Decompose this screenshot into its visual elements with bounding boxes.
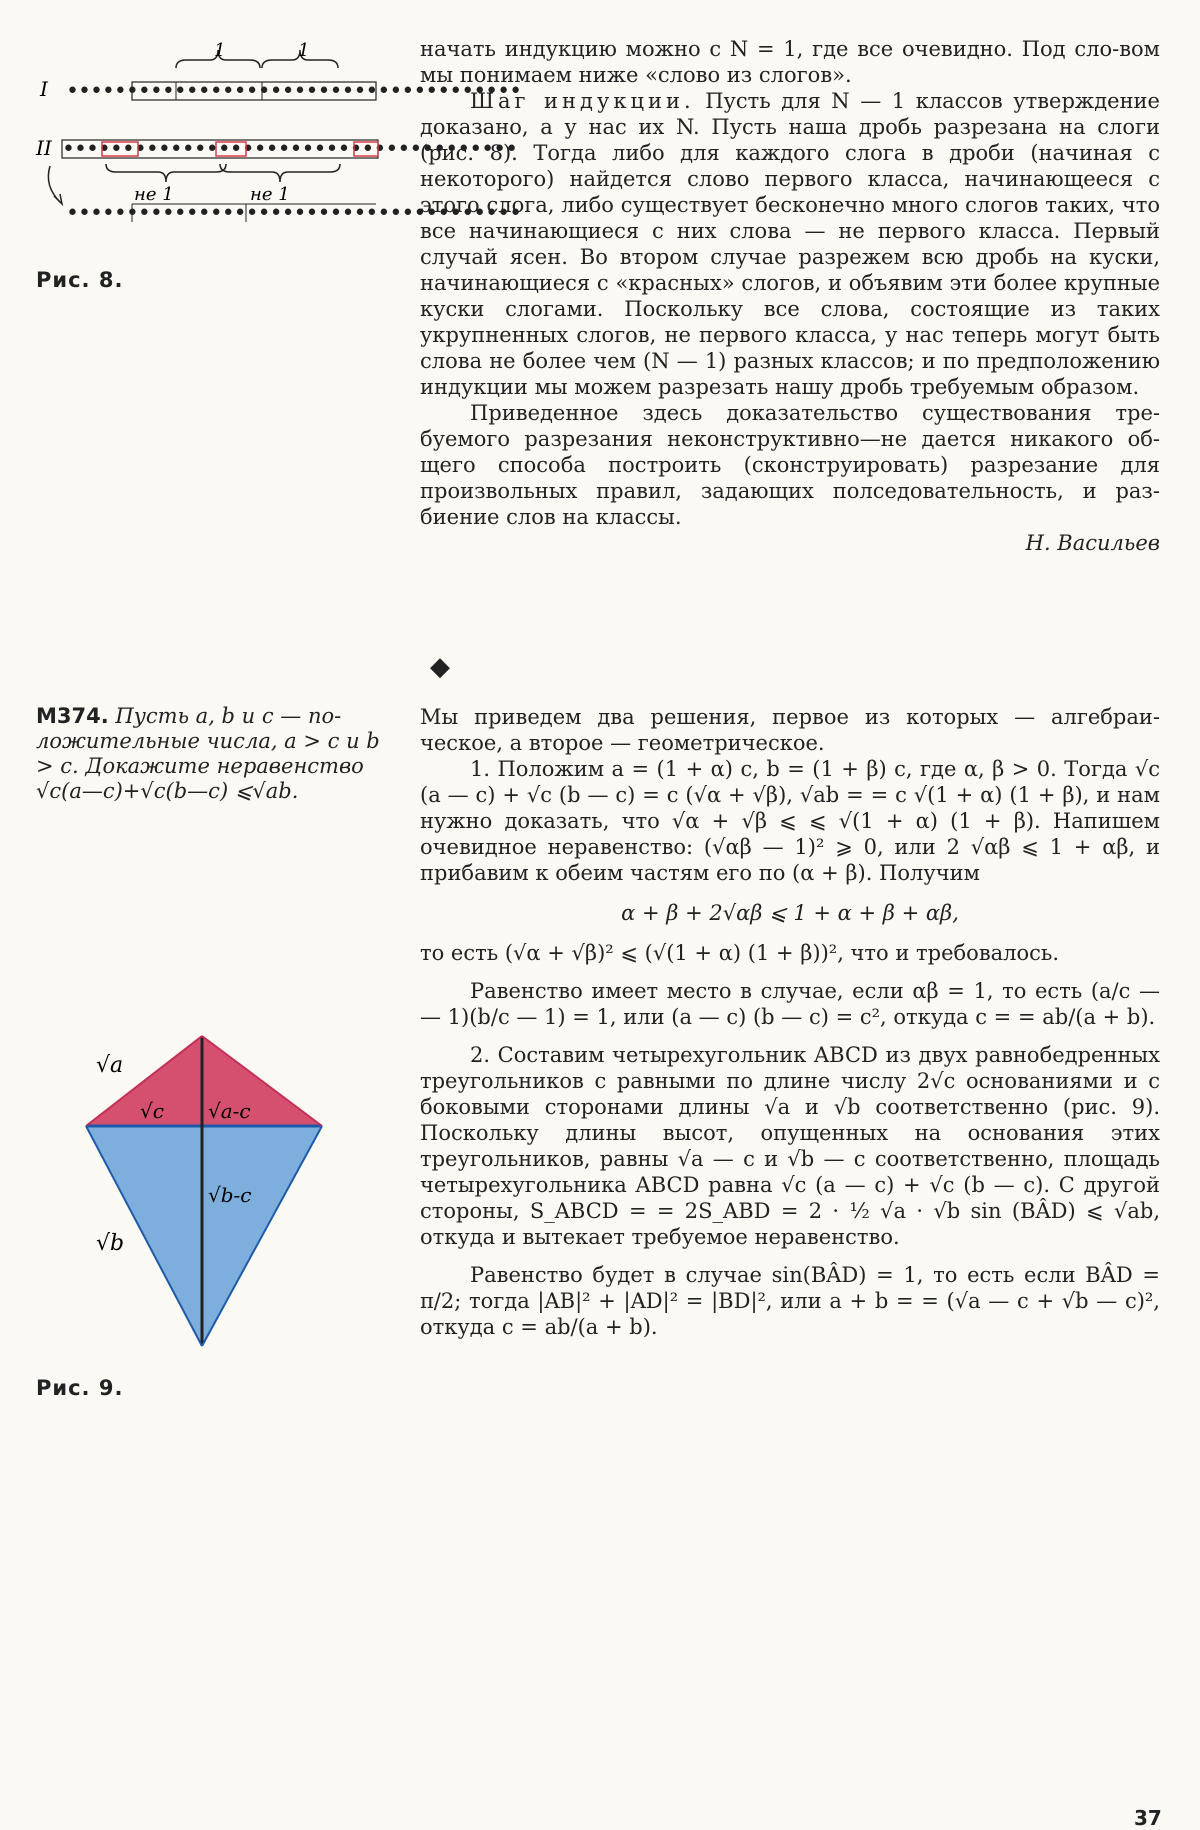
fig8-row-label-1: I: [40, 77, 48, 101]
svg-text:••••••••••••••••••••••••••••••: ••••••••••••••••••••••••••••••••••••••: [66, 201, 522, 226]
fig9-label-sqrt-b: √b: [96, 1231, 125, 1256]
svg-text:••••••••••••••••••••••••••••••: ••••••••••••••••••••••••••••••••••••••: [62, 137, 518, 162]
page-number: 37: [1134, 1806, 1162, 1830]
problem-statement: [36, 704, 386, 804]
section-1-paragraph-1: начать индукцию можно с N = 1, где все очевидно. Под сло-вом мы понимаем ниже «слово из слогов».: [420, 37, 1160, 87]
fig9-label-sqrt-a: √a: [96, 1053, 124, 1078]
svg-text:••••••••••••••••••••••••••••••: ••••••••••••••••••••••••••••••••••••••: [66, 79, 522, 104]
section-1-paragraph-3: Приведенное здесь доказательство существования требуемого разрезания неконструктивно—не дается никакого общего способа построить (сконструировать) разрезание для произвольных правил, задающих полседовательность, и разбиение слов на классы.: [420, 401, 1160, 529]
solution-1-paragraph: 1. Положим a = (1 + α) c, b = (1 + β) c, где α, β > 0. Тогда √c (a — c) + √c (b — c) = c (√α + √β), √ab = = c √(1 + α) (1 + β), и нам нужно доказать, что √α + √β ⩽ ⩽ √(1 + α) (1 + β). Напишем очевидное неравенство: (√αβ — 1)² ⩾ 0, или 2 √αβ ⩽ 1 + αβ, и прибавим к обеим частям его по (α + β). Получим: [420, 757, 1160, 885]
solution-1-equation: α + β + 2√αβ ⩽ 1 + α + β + αβ,: [621, 901, 959, 925]
solution-text: [420, 704, 1160, 1340]
fig8-bottom-label-2: не 1: [250, 184, 290, 205]
fig8-caption: Рис. 8.: [36, 268, 124, 292]
problem-number: M374.: [36, 704, 109, 728]
fig8-bottom-label-1: не 1: [134, 184, 174, 205]
section-1-text: [420, 36, 1160, 556]
induction-step-label: Шаг индукции.: [470, 89, 695, 113]
solution-2-paragraph: 2. Составим четырехугольник ABCD из двух равнобедренных треугольников с равными по длине числу 2√c основаниями и с боковыми сторонами длины √a и √b соответственно (рис. 9). Поскольку длины высот, опущенных на основания этих треугольников, равны √a — c и √b — c соответственно, площадь четырехугольника ABCD равна √c (a — c) + √c (b — c). С другой стороны, S_ABCD = = 2S_ABD = 2 · ½ √a · √b sin (BÂD) ⩽ √ab, откуда и вытекает требуемое неравенство.: [420, 1043, 1160, 1249]
solution-intro: Мы приведем два решения, первое из которых — алгебраическое, а второе — геометрическое.: [420, 705, 1160, 755]
fig9-label-sqrt-a-minus-c: √a-c: [208, 1099, 251, 1123]
separator-diamond-icon: ◆: [430, 652, 450, 682]
fig9-label-sqrt-b-minus-c: √b-c: [208, 1183, 252, 1207]
solution-1-conclusion: то есть (√α + √β)² ⩽ (√(1 + α) (1 + β))², что и требовалось.: [420, 941, 1060, 965]
fig9-top-triangle: [86, 1036, 322, 1126]
figure-8: [36, 36, 522, 236]
solution-1-equality-case: Равенство имеет место в случае, если αβ = 1, то есть (a/c — — 1)(b/c — 1) = 1, или (a — c) (b — c) = c², откуда c = = ab/(a + b).: [420, 979, 1160, 1029]
fig8-top-label-1: 1: [214, 40, 226, 61]
figure-9: [60, 1030, 380, 1360]
fig8-top-label-2: 1: [298, 40, 310, 61]
fig9-label-sqrt-c: √c: [140, 1099, 164, 1123]
fig9-caption: Рис. 9.: [36, 1376, 124, 1400]
problem-formula: √c(a—c)+√c(b—c) ⩽√ab.: [36, 779, 299, 803]
section-1-paragraph-2: Шаг индукции. Пусть для N — 1 классов утверждение доказано, а у нас их N. Пусть наша дробь разрезана на слоги (рис. 8). Тогда либо для каждого слога в дроби (начиная с некоторого) найдется слово первого класса, начинающееся с этого слога, либо существует бесконечно много слогов таких, что все начинающиеся с них слова — не первого класса. Первый случай ясен. Во втором случае разрежем всю дробь на куски, начинающиеся с «красных» слогов, и объявим эти более крупные куски слогами. Поскольку все слова, состоящие из таких укрупненных слогов, не первого класса, у нас теперь могут быть слова не более чем (N — 1) разных классов; и по предположению индукции мы можем разрезать нашу дробь требуемым образом.: [420, 89, 1160, 399]
solution-2-equality-case: Равенство будет в случае sin(BÂD) = 1, то есть если BÂD = π/2; тогда |AB|² + |AD|² = |BD|², или a + b = = (√a — c + √b — c)², откуда c = ab/(a + b).: [420, 1263, 1160, 1339]
fig8-row-label-2: II: [36, 136, 52, 160]
author: Н. Васильев: [1025, 531, 1160, 555]
problem-text: Пусть a, b и c — положительные числа, a > c и b > c. Докажите неравенство: [36, 704, 380, 778]
